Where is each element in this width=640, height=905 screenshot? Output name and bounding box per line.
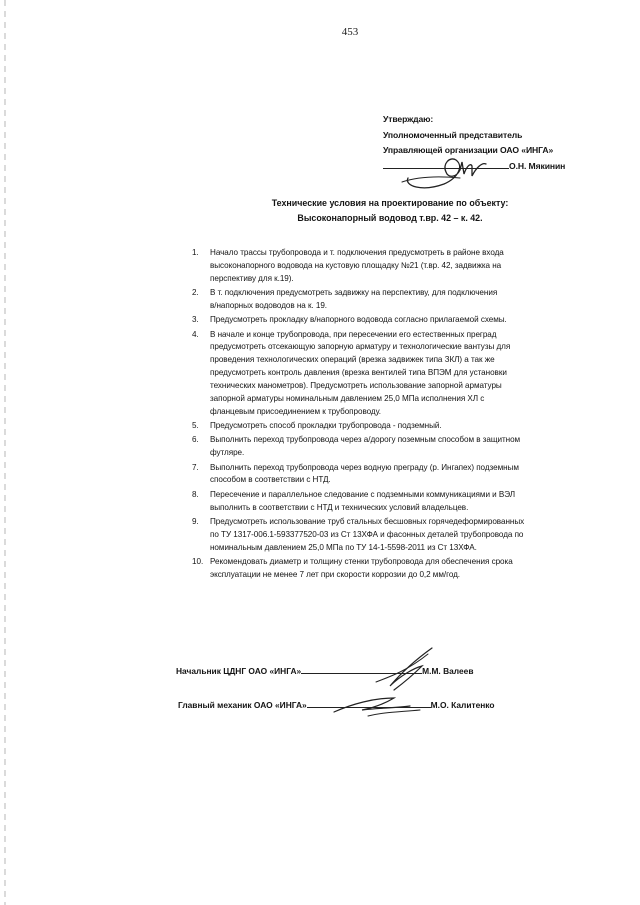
approval-signature-icon [400,148,495,192]
title-line-1: Технические условия на проектирование по объекту: [271,198,509,208]
item-text [210,420,580,433]
signature-2-icon [332,690,432,720]
list-item [192,556,580,582]
item-number: 2. [192,288,199,298]
item-number: 10. [192,556,204,566]
item-line: Предусмотреть использование труб стальных бесшовных горячедеформированных [210,516,525,526]
list-item [192,247,580,286]
list-item [192,434,580,460]
list-item [192,420,580,433]
item-line: запорной арматуры номинальным давлением 25,0 МПа исполнения ХЛ с [210,393,485,403]
item-number: 9. [192,516,199,526]
list-item [192,314,580,327]
item-text [210,314,580,327]
approval-organization: Управляющей организации ОАО «ИНГА» [383,145,554,156]
signature-role: Начальник ЦДНГ ОАО «ИНГА» [176,666,302,676]
item-line: фланцевым присоединением к трубопроводу. [210,406,382,416]
signature-name: М.М. Валеев [422,666,474,676]
scan-edge-marks [4,0,6,905]
list-item [192,329,580,419]
item-number: 8. [192,489,199,499]
item-text [210,489,580,515]
item-line: Рекомендовать диаметр и толщину стенки трубопровода для обеспечения срока [210,556,513,566]
item-line: предусмотреть отсекающую запорную арматуру и технологические вантузы для [210,342,511,352]
item-number: 4. [192,329,199,339]
page-number: 453 [341,26,359,38]
item-line: в/напорных водоводов на к. 19. [210,300,328,310]
requirements-list [192,247,580,583]
item-line: предусмотреть контроль давления (врезка вентилей типа ВПЭМ для установки [210,368,507,378]
item-line: В т. подключения предусмотреть задвижку на перспективу, для подключения [210,288,498,298]
item-line: технических манометров). Предусмотреть использование запорной арматуры [210,380,502,390]
list-item [192,489,580,515]
item-line: Предусмотреть способ прокладки трубопровода - подземный. [210,420,442,430]
item-text [210,556,580,582]
item-text [210,516,580,555]
item-line: Выполнить переход трубопровода через а/дорогу поземным способом в защитном [210,435,521,445]
item-line: проведения технологических операций (врезка задвижек типа ЗКЛ) а так же [210,355,495,365]
item-line: футляре. [210,448,245,458]
item-number: 6. [192,435,199,445]
signature-1-icon [372,646,442,692]
item-number: 5. [192,420,199,430]
item-line: перспективу для к.19). [210,273,294,283]
document-title [200,196,580,225]
item-number: 7. [192,462,199,472]
list-item [192,516,580,555]
item-line: Выполнить переход трубопровода через водную преграду (р. Ингапех) подземным [210,462,519,472]
item-text [210,287,580,313]
item-line: высоконапорного водовода на кустовую площадку №21 (т.вр. 42, задвижка на [210,260,502,270]
item-text [210,329,580,419]
approval-heading: Утверждаю: [383,114,434,124]
item-line: выполнить в соответствии с НТД и технических условий владельцев. [210,502,469,512]
approval-position: Уполномоченный представитель [383,129,523,140]
item-line: эксплуатации не менее 7 лет при скорости коррозии до 0,2 мм/год. [210,569,461,579]
title-line-2: Высоконапорный водовод т.вр. 42 – к. 42. [297,212,483,223]
approval-signatory: О.Н. Мякинин [509,160,566,171]
item-line: Предусмотреть прокладку в/напорного водовода согласно прилагаемой схемы. [210,315,507,325]
item-line: Начало трассы трубопровода и т. подключения предусмотреть в районе входа [210,248,504,257]
item-number: 1. [192,248,199,257]
signature-name: М.О. Калитенко [430,700,495,710]
item-number: 3. [192,315,199,325]
item-line: Пересечение и параллельное следование с подземными коммуникациями и ВЭЛ [210,489,516,499]
item-line: по ТУ 1317-006.1-593377520-03 из Ст 13ХФА и фасонных деталей трубопровода по [210,529,524,539]
item-text [210,247,580,286]
list-item [192,287,580,313]
item-line: номинальным давлением 25,0 МПа по ТУ 14-1-5598-2011 из Ст 13ХФА. [210,542,477,552]
item-text [210,462,580,488]
signature-role: Главный механик ОАО «ИНГА» [178,700,307,710]
item-line: способом в соответствии с НТД. [210,475,331,485]
item-text [210,434,580,460]
item-line: В начале и конце трубопровода, при пересечении его естественных преград [210,329,497,339]
list-item [192,462,580,488]
